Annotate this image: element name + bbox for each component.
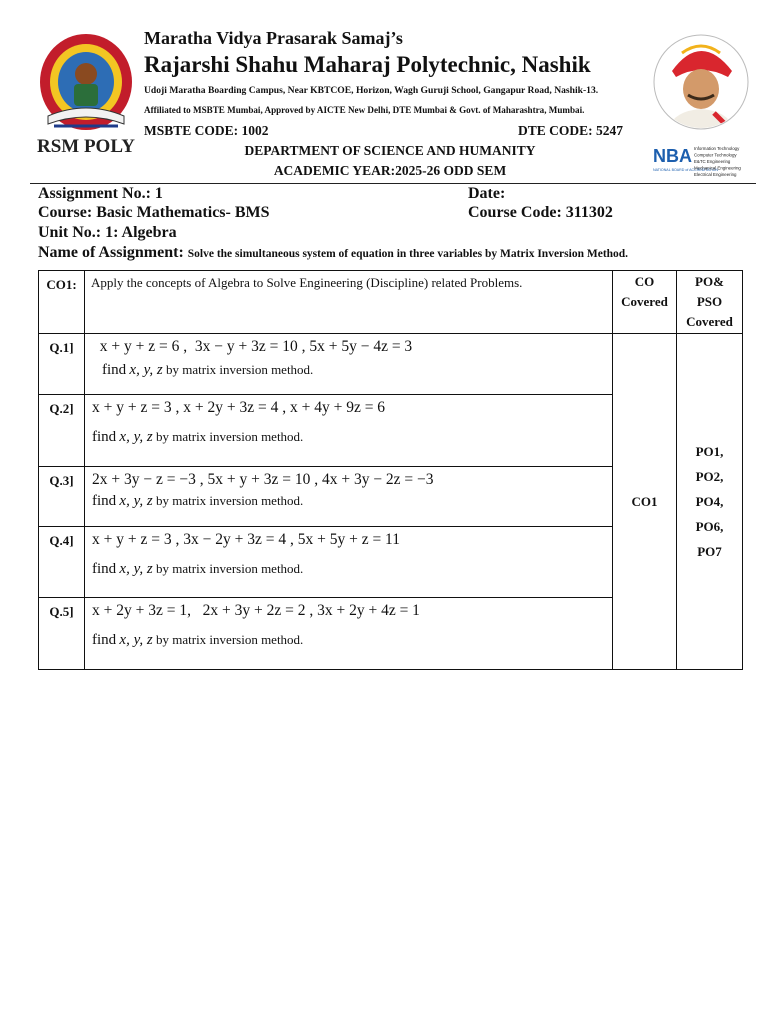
find-variables: x, y, z xyxy=(119,493,153,509)
co1-label: CO1: xyxy=(39,271,85,334)
institute-logo xyxy=(34,30,138,158)
header-line: PO& xyxy=(695,274,724,289)
question-label: Q.1] xyxy=(39,334,85,395)
question-cell xyxy=(85,467,613,527)
assignment-number: Assignment No.: 1 xyxy=(38,185,163,202)
msbte-code: MSBTE CODE: 1002 xyxy=(144,123,269,138)
question-equation: x + y + z = 3 , x + 2y + 3z = 4 , x + 4y + 9z = 6 xyxy=(92,399,386,416)
assignment-name-label: Name of Assignment: xyxy=(38,244,184,261)
nba-subtext: NATIONAL BOARD of ACCREDITATION xyxy=(653,168,718,172)
table-header-row xyxy=(39,271,743,334)
question-equation: x + 2y + 3z = 1, 2x + 3y + 2z = 2 , 3x + 2y + 4z = 1 xyxy=(92,602,420,619)
questions-table xyxy=(38,270,743,670)
affiliation-line: Affiliated to MSBTE Mumbai, Approved by AICTE New Delhi, DTE Mumbai & Govt. of Maharashtra, Mumbai. xyxy=(144,105,585,115)
find-word: find xyxy=(92,632,117,648)
question-instruction xyxy=(86,549,611,578)
find-word: find xyxy=(102,362,127,378)
academic-year: ACADEMIC YEAR:2025-26 ODD SEM xyxy=(273,163,507,178)
question-label: Q.5] xyxy=(39,598,85,670)
nba-branch: Mechanical Engineering xyxy=(694,165,741,171)
po-item: PO2, xyxy=(695,469,724,484)
nba-logo-text: NBA xyxy=(653,146,692,166)
college-name: Rajarshi Shahu Maharaj Polytechnic, Nashik xyxy=(144,52,591,77)
logo-text: RSM POLY xyxy=(36,136,136,157)
question-instruction xyxy=(86,356,611,379)
po-pso-covered-header xyxy=(677,271,743,334)
header-line: Covered xyxy=(686,314,733,329)
course-code: Course Code: 311302 xyxy=(468,204,613,221)
question-label: Q.4] xyxy=(39,527,85,598)
find-suffix: by matrix inversion method. xyxy=(156,561,304,576)
po-item: PO7 xyxy=(697,544,722,559)
find-variables: x, y, z xyxy=(129,362,163,378)
co-covered-value: CO1 xyxy=(613,334,677,670)
find-suffix: by matrix inversion method. xyxy=(156,493,304,508)
find-variables: x, y, z xyxy=(119,429,153,445)
header-divider xyxy=(30,183,756,184)
question-label: Q.2] xyxy=(39,395,85,467)
find-suffix: by matrix inversion method. xyxy=(166,362,314,377)
co1-description: Apply the concepts of Algebra to Solve Engineering (Discipline) related Problems. xyxy=(85,271,613,334)
question-cell xyxy=(85,527,613,598)
assignment-name-value: Solve the simultaneous system of equation in three variables by Matrix Inversion Method. xyxy=(187,248,629,260)
question-cell xyxy=(85,334,613,395)
question-instruction xyxy=(86,620,611,649)
nba-branch: Computer Technology xyxy=(694,152,737,158)
founder-portrait xyxy=(652,33,750,131)
co-covered-header xyxy=(613,271,677,334)
find-variables: x, y, z xyxy=(119,561,153,577)
question-equation: x + y + z = 3 , 3x − 2y + 3z = 4 , 5x + 5y + z = 11 xyxy=(92,531,400,548)
po-covered-value xyxy=(677,334,743,670)
question-label: Q.3] xyxy=(39,467,85,527)
question-instruction xyxy=(86,489,611,510)
header-line: PSO xyxy=(696,294,723,309)
header-line: CO xyxy=(634,274,655,289)
find-word: find xyxy=(92,561,117,577)
question-cell xyxy=(85,395,613,467)
find-variables: x, y, z xyxy=(119,632,153,648)
course-name: Course: Basic Mathematics- BMS xyxy=(38,204,270,221)
society-name: Maratha Vidya Prasarak Samaj’s xyxy=(144,28,403,48)
assignment-name-row xyxy=(38,244,628,262)
po-item: PO6, xyxy=(695,519,724,534)
question-equation: x + y + z = 6 , 3x − y + 3z = 10 , 5x + 5y − 4z = 3 xyxy=(92,338,413,355)
college-address: Udoji Maratha Boarding Campus, Near KBTCOE, Horizon, Wagh Guruji School, Gangapur Road, Nashik-13. xyxy=(144,85,599,96)
question-cell xyxy=(85,598,613,670)
find-suffix: by matrix inversion method. xyxy=(156,429,304,444)
find-suffix: by matrix inversion method. xyxy=(156,632,304,647)
question-equation: 2x + 3y − z = −3 , 5x + y + 3z = 10 , 4x + 3y − 2z = −3 xyxy=(92,471,434,488)
department-title: DEPARTMENT OF SCIENCE AND HUMANITY xyxy=(244,143,536,158)
nba-accreditation-badge xyxy=(652,144,752,180)
header-line: Covered xyxy=(621,294,668,309)
table-row xyxy=(39,334,743,395)
nba-branch: Electrical Engineering xyxy=(694,172,737,177)
find-word: find xyxy=(92,429,117,445)
po-item: PO1, xyxy=(695,444,724,459)
assignment-date: Date: xyxy=(468,185,506,202)
nba-branch: Information Technology xyxy=(694,146,740,151)
question-instruction xyxy=(86,417,611,446)
dte-code: DTE CODE: 5247 xyxy=(518,123,624,138)
po-item: PO4, xyxy=(695,494,724,509)
unit-number: Unit No.: 1: Algebra xyxy=(38,224,177,241)
nba-branch: E&TC Engineering xyxy=(694,159,731,164)
find-word: find xyxy=(92,493,117,509)
